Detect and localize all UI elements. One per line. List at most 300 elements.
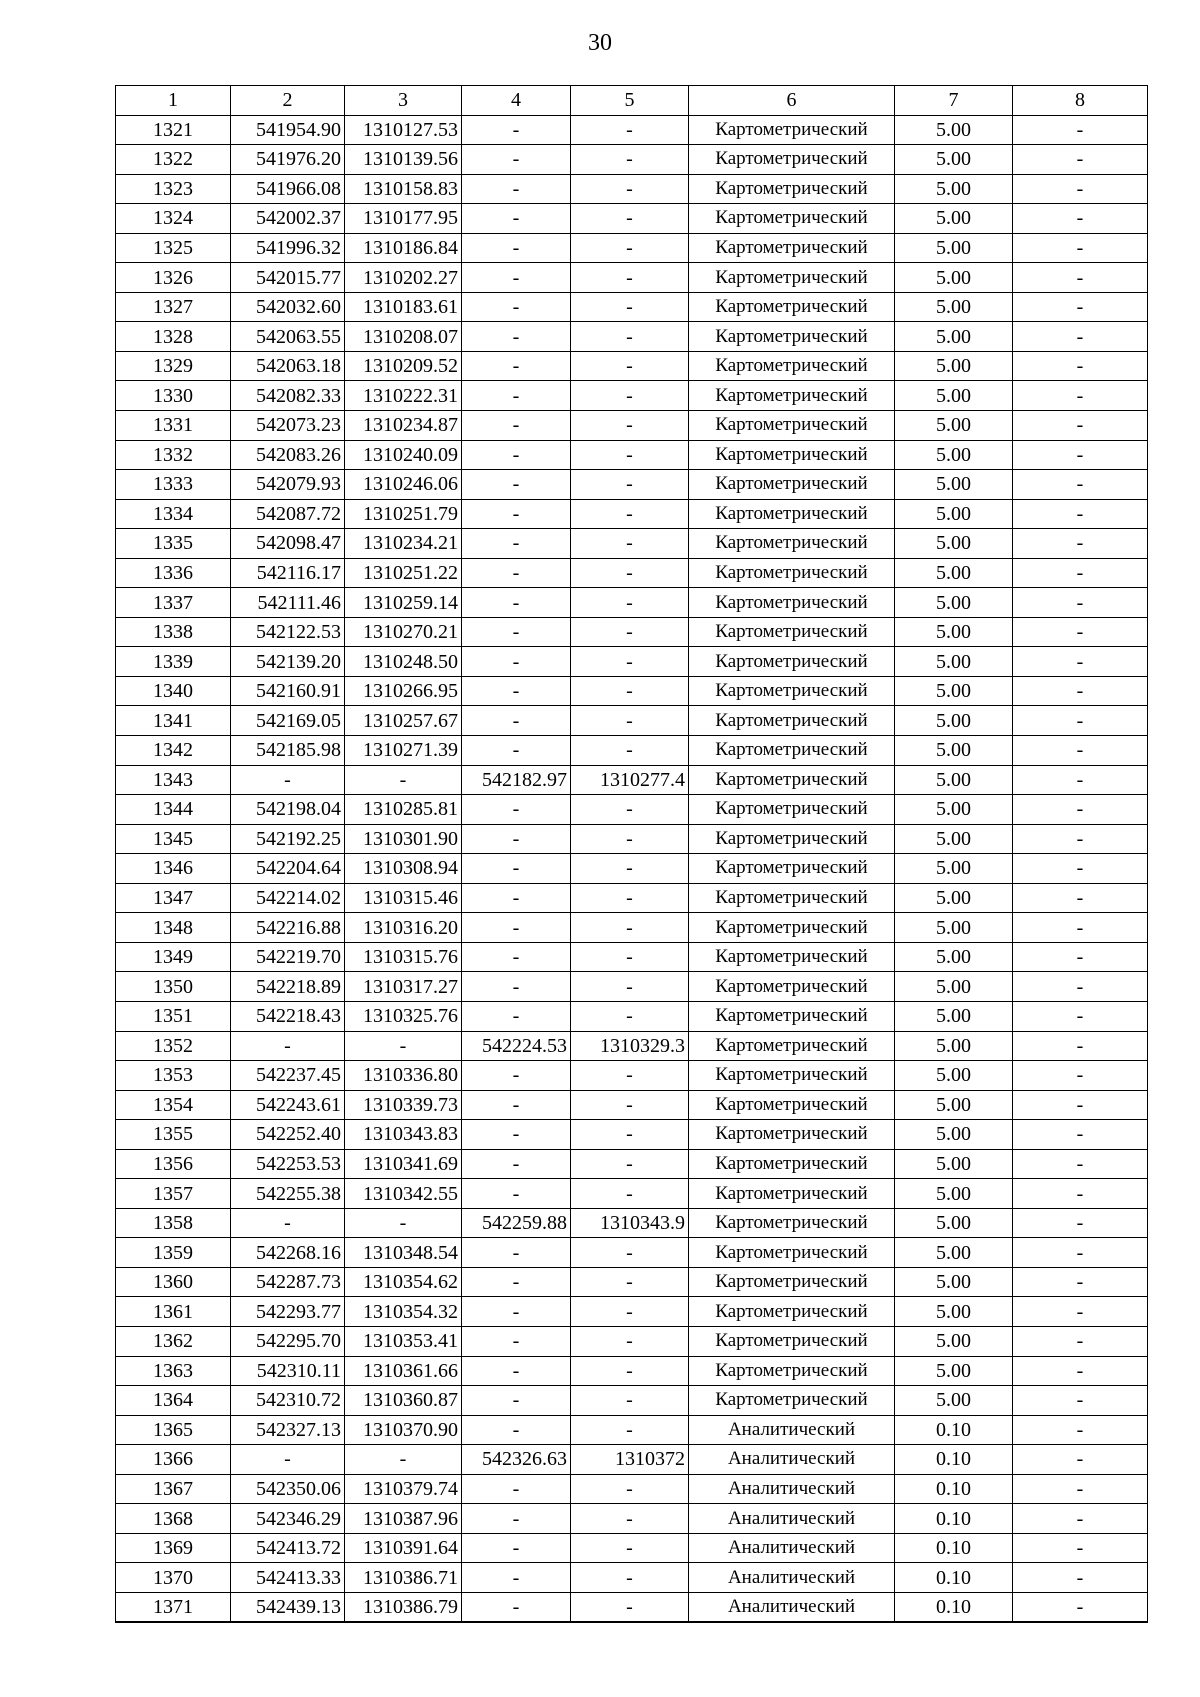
note-cell: - bbox=[1013, 647, 1148, 677]
note-cell: - bbox=[1013, 765, 1148, 795]
method-cell: Картометрический bbox=[689, 115, 895, 145]
table-row bbox=[116, 795, 1148, 825]
accuracy-cell: 5.00 bbox=[895, 529, 1013, 559]
note-cell: - bbox=[1013, 795, 1148, 825]
x-coordinate-cell: - bbox=[231, 765, 345, 795]
x-coordinate-cell: 542214.02 bbox=[231, 883, 345, 913]
note-cell: - bbox=[1013, 1001, 1148, 1031]
y-coordinate-cell: 1310316.20 bbox=[345, 913, 462, 943]
point-number-cell: 1321 bbox=[116, 115, 231, 145]
x-new-coordinate-cell: 542259.88 bbox=[462, 1208, 571, 1238]
x-coordinate-cell: 542218.89 bbox=[231, 972, 345, 1002]
y-new-coordinate-cell: - bbox=[571, 942, 689, 972]
note-cell: - bbox=[1013, 706, 1148, 736]
method-cell: Картометрический bbox=[689, 676, 895, 706]
y-coordinate-cell: 1310301.90 bbox=[345, 824, 462, 854]
y-coordinate-cell: 1310348.54 bbox=[345, 1238, 462, 1268]
note-cell: - bbox=[1013, 381, 1148, 411]
y-new-coordinate-cell: - bbox=[571, 381, 689, 411]
y-coordinate-cell: 1310387.96 bbox=[345, 1504, 462, 1534]
point-number-cell: 1364 bbox=[116, 1386, 231, 1416]
method-cell: Картометрический bbox=[689, 972, 895, 1002]
point-number-cell: 1366 bbox=[116, 1445, 231, 1475]
y-new-coordinate-cell: - bbox=[571, 1415, 689, 1445]
table-row bbox=[116, 1415, 1148, 1445]
table-row bbox=[116, 824, 1148, 854]
x-new-coordinate-cell: - bbox=[462, 292, 571, 322]
method-cell: Аналитический bbox=[689, 1504, 895, 1534]
x-coordinate-cell: - bbox=[231, 1208, 345, 1238]
point-number-cell: 1326 bbox=[116, 263, 231, 293]
x-coordinate-cell: 542002.37 bbox=[231, 204, 345, 234]
table-row bbox=[116, 1179, 1148, 1209]
x-coordinate-cell: 542255.38 bbox=[231, 1179, 345, 1209]
table-row bbox=[116, 588, 1148, 618]
x-new-coordinate-cell: - bbox=[462, 381, 571, 411]
y-coordinate-cell: 1310360.87 bbox=[345, 1386, 462, 1416]
point-number-cell: 1361 bbox=[116, 1297, 231, 1327]
x-new-coordinate-cell: - bbox=[462, 1504, 571, 1534]
method-cell: Картометрический bbox=[689, 706, 895, 736]
x-coordinate-cell: 542063.55 bbox=[231, 322, 345, 352]
note-cell: - bbox=[1013, 1445, 1148, 1475]
x-new-coordinate-cell: - bbox=[462, 617, 571, 647]
point-number-cell: 1358 bbox=[116, 1208, 231, 1238]
point-number-cell: 1357 bbox=[116, 1179, 231, 1209]
x-coordinate-cell: 542413.33 bbox=[231, 1563, 345, 1593]
y-new-coordinate-cell: - bbox=[571, 1149, 689, 1179]
table-row bbox=[116, 1592, 1148, 1622]
x-new-coordinate-cell: - bbox=[462, 1061, 571, 1091]
x-new-coordinate-cell: - bbox=[462, 1297, 571, 1327]
method-cell: Картометрический bbox=[689, 411, 895, 441]
x-new-coordinate-cell: 542182.97 bbox=[462, 765, 571, 795]
table-row bbox=[116, 706, 1148, 736]
y-coordinate-cell: 1310315.76 bbox=[345, 942, 462, 972]
method-cell: Картометрический bbox=[689, 470, 895, 500]
table-row bbox=[116, 558, 1148, 588]
point-number-cell: 1362 bbox=[116, 1326, 231, 1356]
x-new-coordinate-cell: - bbox=[462, 883, 571, 913]
x-coordinate-cell: 542439.13 bbox=[231, 1592, 345, 1622]
point-number-cell: 1340 bbox=[116, 676, 231, 706]
note-cell: - bbox=[1013, 1120, 1148, 1150]
x-new-coordinate-cell: - bbox=[462, 854, 571, 884]
point-number-cell: 1360 bbox=[116, 1267, 231, 1297]
point-number-cell: 1351 bbox=[116, 1001, 231, 1031]
x-coordinate-cell: 542198.04 bbox=[231, 795, 345, 825]
x-coordinate-cell: 542063.18 bbox=[231, 351, 345, 381]
note-cell: - bbox=[1013, 1592, 1148, 1622]
note-cell: - bbox=[1013, 440, 1148, 470]
column-header-7: 7 bbox=[895, 86, 1013, 116]
x-new-coordinate-cell: - bbox=[462, 972, 571, 1002]
method-cell: Картометрический bbox=[689, 233, 895, 263]
x-new-coordinate-cell: - bbox=[462, 1267, 571, 1297]
y-coordinate-cell: 1310209.52 bbox=[345, 351, 462, 381]
note-cell: - bbox=[1013, 1061, 1148, 1091]
note-cell: - bbox=[1013, 854, 1148, 884]
x-coordinate-cell: 542116.17 bbox=[231, 558, 345, 588]
note-cell: - bbox=[1013, 115, 1148, 145]
method-cell: Аналитический bbox=[689, 1533, 895, 1563]
y-coordinate-cell: 1310315.46 bbox=[345, 883, 462, 913]
x-coordinate-cell: - bbox=[231, 1031, 345, 1061]
table-row bbox=[116, 1474, 1148, 1504]
y-coordinate-cell: 1310308.94 bbox=[345, 854, 462, 884]
note-cell: - bbox=[1013, 292, 1148, 322]
accuracy-cell: 5.00 bbox=[895, 647, 1013, 677]
y-coordinate-cell: 1310353.41 bbox=[345, 1326, 462, 1356]
accuracy-cell: 5.00 bbox=[895, 1090, 1013, 1120]
table-row bbox=[116, 1533, 1148, 1563]
x-new-coordinate-cell: - bbox=[462, 795, 571, 825]
y-new-coordinate-cell: - bbox=[571, 676, 689, 706]
y-new-coordinate-cell: - bbox=[571, 263, 689, 293]
x-new-coordinate-cell: - bbox=[462, 1474, 571, 1504]
x-new-coordinate-cell: 542224.53 bbox=[462, 1031, 571, 1061]
method-cell: Картометрический bbox=[689, 1149, 895, 1179]
y-new-coordinate-cell: - bbox=[571, 470, 689, 500]
note-cell: - bbox=[1013, 1415, 1148, 1445]
method-cell: Картометрический bbox=[689, 558, 895, 588]
method-cell: Картометрический bbox=[689, 1267, 895, 1297]
note-cell: - bbox=[1013, 499, 1148, 529]
y-new-coordinate-cell: - bbox=[571, 1001, 689, 1031]
table-row bbox=[116, 1445, 1148, 1475]
page-number: 30 bbox=[588, 30, 612, 56]
method-cell: Картометрический bbox=[689, 1326, 895, 1356]
note-cell: - bbox=[1013, 1297, 1148, 1327]
coordinates-table bbox=[115, 85, 1148, 1623]
point-number-cell: 1323 bbox=[116, 174, 231, 204]
table-row bbox=[116, 411, 1148, 441]
point-number-cell: 1344 bbox=[116, 795, 231, 825]
table-row bbox=[116, 617, 1148, 647]
method-cell: Картометрический bbox=[689, 765, 895, 795]
note-cell: - bbox=[1013, 617, 1148, 647]
accuracy-cell: 5.00 bbox=[895, 263, 1013, 293]
accuracy-cell: 0.10 bbox=[895, 1533, 1013, 1563]
table-row bbox=[116, 263, 1148, 293]
x-coordinate-cell: 542310.72 bbox=[231, 1386, 345, 1416]
accuracy-cell: 5.00 bbox=[895, 913, 1013, 943]
method-cell: Аналитический bbox=[689, 1592, 895, 1622]
x-coordinate-cell: 542032.60 bbox=[231, 292, 345, 322]
x-coordinate-cell: 542139.20 bbox=[231, 647, 345, 677]
x-coordinate-cell: - bbox=[231, 1445, 345, 1475]
y-coordinate-cell: 1310343.83 bbox=[345, 1120, 462, 1150]
x-new-coordinate-cell: - bbox=[462, 499, 571, 529]
method-cell: Картометрический bbox=[689, 1031, 895, 1061]
y-new-coordinate-cell: - bbox=[571, 558, 689, 588]
column-header-2: 2 bbox=[231, 86, 345, 116]
method-cell: Картометрический bbox=[689, 913, 895, 943]
x-coordinate-cell: 542237.45 bbox=[231, 1061, 345, 1091]
y-new-coordinate-cell: 1310372 bbox=[571, 1445, 689, 1475]
x-coordinate-cell: 542079.93 bbox=[231, 470, 345, 500]
x-new-coordinate-cell: - bbox=[462, 1238, 571, 1268]
note-cell: - bbox=[1013, 1386, 1148, 1416]
x-coordinate-cell: 542122.53 bbox=[231, 617, 345, 647]
y-coordinate-cell: 1310379.74 bbox=[345, 1474, 462, 1504]
method-cell: Аналитический bbox=[689, 1445, 895, 1475]
note-cell: - bbox=[1013, 1238, 1148, 1268]
point-number-cell: 1371 bbox=[116, 1592, 231, 1622]
note-cell: - bbox=[1013, 233, 1148, 263]
method-cell: Картометрический bbox=[689, 263, 895, 293]
y-coordinate-cell: 1310317.27 bbox=[345, 972, 462, 1002]
y-new-coordinate-cell: - bbox=[571, 1297, 689, 1327]
y-new-coordinate-cell: - bbox=[571, 529, 689, 559]
x-new-coordinate-cell: - bbox=[462, 1001, 571, 1031]
x-new-coordinate-cell: - bbox=[462, 233, 571, 263]
table-row bbox=[116, 322, 1148, 352]
accuracy-cell: 0.10 bbox=[895, 1474, 1013, 1504]
method-cell: Картометрический bbox=[689, 736, 895, 766]
accuracy-cell: 0.10 bbox=[895, 1504, 1013, 1534]
y-new-coordinate-cell: - bbox=[571, 588, 689, 618]
note-cell: - bbox=[1013, 1149, 1148, 1179]
table-row bbox=[116, 115, 1148, 145]
x-coordinate-cell: 542413.72 bbox=[231, 1533, 345, 1563]
point-number-cell: 1352 bbox=[116, 1031, 231, 1061]
point-number-cell: 1346 bbox=[116, 854, 231, 884]
method-cell: Картометрический bbox=[689, 854, 895, 884]
point-number-cell: 1367 bbox=[116, 1474, 231, 1504]
accuracy-cell: 5.00 bbox=[895, 322, 1013, 352]
method-cell: Картометрический bbox=[689, 292, 895, 322]
x-new-coordinate-cell: - bbox=[462, 204, 571, 234]
point-number-cell: 1330 bbox=[116, 381, 231, 411]
method-cell: Картометрический bbox=[689, 1120, 895, 1150]
accuracy-cell: 5.00 bbox=[895, 824, 1013, 854]
note-cell: - bbox=[1013, 322, 1148, 352]
column-header-3: 3 bbox=[345, 86, 462, 116]
method-cell: Картометрический bbox=[689, 174, 895, 204]
method-cell: Картометрический bbox=[689, 824, 895, 854]
x-coordinate-cell: 542082.33 bbox=[231, 381, 345, 411]
table-row bbox=[116, 499, 1148, 529]
table-row bbox=[116, 204, 1148, 234]
x-new-coordinate-cell: - bbox=[462, 1386, 571, 1416]
accuracy-cell: 0.10 bbox=[895, 1445, 1013, 1475]
x-coordinate-cell: 542327.13 bbox=[231, 1415, 345, 1445]
note-cell: - bbox=[1013, 204, 1148, 234]
x-new-coordinate-cell: - bbox=[462, 440, 571, 470]
y-new-coordinate-cell: 1310329.3 bbox=[571, 1031, 689, 1061]
accuracy-cell: 5.00 bbox=[895, 1061, 1013, 1091]
x-coordinate-cell: 542346.29 bbox=[231, 1504, 345, 1534]
x-new-coordinate-cell: 542326.63 bbox=[462, 1445, 571, 1475]
accuracy-cell: 5.00 bbox=[895, 499, 1013, 529]
accuracy-cell: 5.00 bbox=[895, 1386, 1013, 1416]
x-coordinate-cell: 542293.77 bbox=[231, 1297, 345, 1327]
y-new-coordinate-cell: - bbox=[571, 617, 689, 647]
y-coordinate-cell: 1310158.83 bbox=[345, 174, 462, 204]
table-row bbox=[116, 1001, 1148, 1031]
y-coordinate-cell: 1310342.55 bbox=[345, 1179, 462, 1209]
note-cell: - bbox=[1013, 558, 1148, 588]
table-row bbox=[116, 145, 1148, 175]
method-cell: Аналитический bbox=[689, 1563, 895, 1593]
x-coordinate-cell: 542253.53 bbox=[231, 1149, 345, 1179]
y-coordinate-cell: 1310248.50 bbox=[345, 647, 462, 677]
table-row bbox=[116, 736, 1148, 766]
accuracy-cell: 5.00 bbox=[895, 1326, 1013, 1356]
y-coordinate-cell: - bbox=[345, 1445, 462, 1475]
y-coordinate-cell: 1310234.87 bbox=[345, 411, 462, 441]
y-new-coordinate-cell: - bbox=[571, 1061, 689, 1091]
y-new-coordinate-cell: - bbox=[571, 1356, 689, 1386]
accuracy-cell: 5.00 bbox=[895, 736, 1013, 766]
y-new-coordinate-cell: - bbox=[571, 1326, 689, 1356]
table-row bbox=[116, 913, 1148, 943]
accuracy-cell: 5.00 bbox=[895, 1238, 1013, 1268]
y-new-coordinate-cell: - bbox=[571, 1179, 689, 1209]
x-coordinate-cell: 542216.88 bbox=[231, 913, 345, 943]
table-row bbox=[116, 972, 1148, 1002]
method-cell: Картометрический bbox=[689, 617, 895, 647]
accuracy-cell: 5.00 bbox=[895, 706, 1013, 736]
point-number-cell: 1353 bbox=[116, 1061, 231, 1091]
x-coordinate-cell: 542098.47 bbox=[231, 529, 345, 559]
point-number-cell: 1349 bbox=[116, 942, 231, 972]
y-coordinate-cell: 1310386.71 bbox=[345, 1563, 462, 1593]
table-row bbox=[116, 1297, 1148, 1327]
x-coordinate-cell: 542287.73 bbox=[231, 1267, 345, 1297]
point-number-cell: 1333 bbox=[116, 470, 231, 500]
y-coordinate-cell: 1310139.56 bbox=[345, 145, 462, 175]
accuracy-cell: 5.00 bbox=[895, 470, 1013, 500]
x-coordinate-cell: 542185.98 bbox=[231, 736, 345, 766]
method-cell: Картометрический bbox=[689, 588, 895, 618]
point-number-cell: 1347 bbox=[116, 883, 231, 913]
accuracy-cell: 5.00 bbox=[895, 145, 1013, 175]
point-number-cell: 1345 bbox=[116, 824, 231, 854]
y-new-coordinate-cell: - bbox=[571, 1592, 689, 1622]
point-number-cell: 1322 bbox=[116, 145, 231, 175]
note-cell: - bbox=[1013, 1563, 1148, 1593]
x-new-coordinate-cell: - bbox=[462, 145, 571, 175]
point-number-cell: 1341 bbox=[116, 706, 231, 736]
accuracy-cell: 5.00 bbox=[895, 440, 1013, 470]
accuracy-cell: 5.00 bbox=[895, 1179, 1013, 1209]
y-coordinate-cell: 1310177.95 bbox=[345, 204, 462, 234]
y-coordinate-cell: 1310354.32 bbox=[345, 1297, 462, 1327]
accuracy-cell: 5.00 bbox=[895, 204, 1013, 234]
point-number-cell: 1342 bbox=[116, 736, 231, 766]
accuracy-cell: 5.00 bbox=[895, 115, 1013, 145]
point-number-cell: 1336 bbox=[116, 558, 231, 588]
accuracy-cell: 5.00 bbox=[895, 972, 1013, 1002]
y-coordinate-cell: 1310270.21 bbox=[345, 617, 462, 647]
y-new-coordinate-cell: - bbox=[571, 1563, 689, 1593]
accuracy-cell: 5.00 bbox=[895, 765, 1013, 795]
y-coordinate-cell: 1310354.62 bbox=[345, 1267, 462, 1297]
point-number-cell: 1328 bbox=[116, 322, 231, 352]
y-new-coordinate-cell: - bbox=[571, 174, 689, 204]
note-cell: - bbox=[1013, 883, 1148, 913]
note-cell: - bbox=[1013, 411, 1148, 441]
y-new-coordinate-cell: - bbox=[571, 411, 689, 441]
x-new-coordinate-cell: - bbox=[462, 529, 571, 559]
y-new-coordinate-cell: - bbox=[571, 292, 689, 322]
point-number-cell: 1365 bbox=[116, 1415, 231, 1445]
point-number-cell: 1331 bbox=[116, 411, 231, 441]
accuracy-cell: 5.00 bbox=[895, 795, 1013, 825]
table-row bbox=[116, 1563, 1148, 1593]
table-body bbox=[116, 115, 1148, 1622]
table-row bbox=[116, 529, 1148, 559]
accuracy-cell: 5.00 bbox=[895, 1031, 1013, 1061]
note-cell: - bbox=[1013, 1179, 1148, 1209]
y-new-coordinate-cell: - bbox=[571, 233, 689, 263]
method-cell: Картометрический bbox=[689, 529, 895, 559]
note-cell: - bbox=[1013, 174, 1148, 204]
accuracy-cell: 5.00 bbox=[895, 233, 1013, 263]
table-row bbox=[116, 1504, 1148, 1534]
y-coordinate-cell: 1310240.09 bbox=[345, 440, 462, 470]
y-coordinate-cell: 1310259.14 bbox=[345, 588, 462, 618]
column-header-5: 5 bbox=[571, 86, 689, 116]
x-coordinate-cell: 542219.70 bbox=[231, 942, 345, 972]
table-row bbox=[116, 1149, 1148, 1179]
accuracy-cell: 5.00 bbox=[895, 588, 1013, 618]
y-new-coordinate-cell: - bbox=[571, 1090, 689, 1120]
x-coordinate-cell: 542083.26 bbox=[231, 440, 345, 470]
note-cell: - bbox=[1013, 676, 1148, 706]
y-new-coordinate-cell: - bbox=[571, 854, 689, 884]
x-new-coordinate-cell: - bbox=[462, 174, 571, 204]
table-row bbox=[116, 1356, 1148, 1386]
accuracy-cell: 5.00 bbox=[895, 351, 1013, 381]
table-row bbox=[116, 942, 1148, 972]
x-coordinate-cell: 542252.40 bbox=[231, 1120, 345, 1150]
note-cell: - bbox=[1013, 588, 1148, 618]
x-coordinate-cell: 542268.16 bbox=[231, 1238, 345, 1268]
x-new-coordinate-cell: - bbox=[462, 824, 571, 854]
point-number-cell: 1327 bbox=[116, 292, 231, 322]
x-new-coordinate-cell: - bbox=[462, 1533, 571, 1563]
accuracy-cell: 5.00 bbox=[895, 1149, 1013, 1179]
x-new-coordinate-cell: - bbox=[462, 942, 571, 972]
y-coordinate-cell: 1310251.79 bbox=[345, 499, 462, 529]
note-cell: - bbox=[1013, 351, 1148, 381]
x-new-coordinate-cell: - bbox=[462, 411, 571, 441]
method-cell: Картометрический bbox=[689, 1297, 895, 1327]
y-new-coordinate-cell: - bbox=[571, 115, 689, 145]
note-cell: - bbox=[1013, 1267, 1148, 1297]
table-row bbox=[116, 381, 1148, 411]
table-row bbox=[116, 1061, 1148, 1091]
x-new-coordinate-cell: - bbox=[462, 647, 571, 677]
point-number-cell: 1339 bbox=[116, 647, 231, 677]
y-coordinate-cell: 1310234.21 bbox=[345, 529, 462, 559]
accuracy-cell: 5.00 bbox=[895, 883, 1013, 913]
x-new-coordinate-cell: - bbox=[462, 913, 571, 943]
y-coordinate-cell: - bbox=[345, 765, 462, 795]
note-cell: - bbox=[1013, 1504, 1148, 1534]
x-new-coordinate-cell: - bbox=[462, 1179, 571, 1209]
accuracy-cell: 5.00 bbox=[895, 942, 1013, 972]
x-new-coordinate-cell: - bbox=[462, 1415, 571, 1445]
y-coordinate-cell: 1310361.66 bbox=[345, 1356, 462, 1386]
x-new-coordinate-cell: - bbox=[462, 115, 571, 145]
accuracy-cell: 0.10 bbox=[895, 1415, 1013, 1445]
x-new-coordinate-cell: - bbox=[462, 1356, 571, 1386]
method-cell: Картометрический bbox=[689, 1061, 895, 1091]
